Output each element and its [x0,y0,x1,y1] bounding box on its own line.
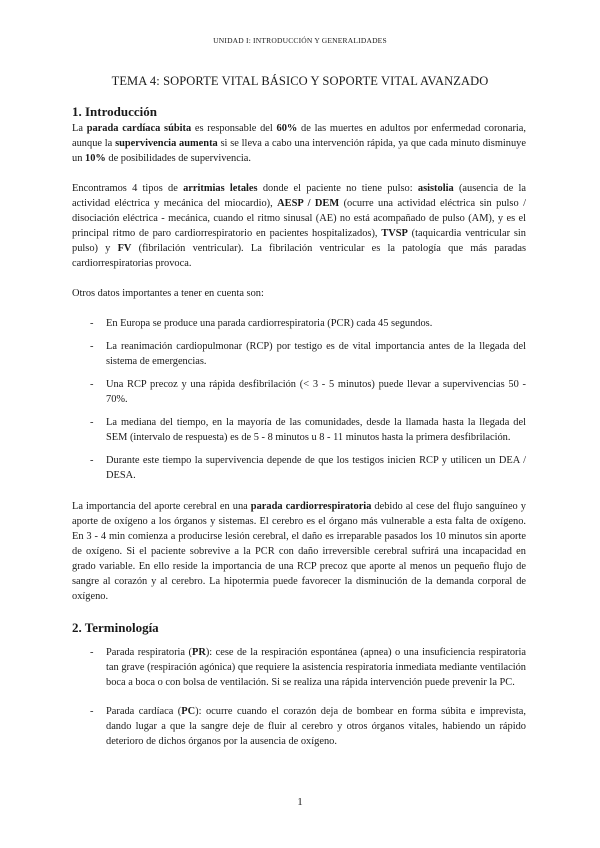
bold-term: parada cardíaca súbita [86,123,192,134]
bold-term: parada cardiorrespiratoria [250,501,372,512]
bold-term: FV [117,243,132,254]
bold-term: asistolia [417,183,454,194]
text-run: de posibilidades de supervivencia. [105,153,251,164]
text-run: Parada cardíaca ( [106,706,182,717]
list-item: - Una RCP precoz y una rápida desfibrilación (< 3 - 5 minutos) puede llevar a supervivencias 50 - 70%. [72,377,526,407]
bold-term: 10% [85,153,106,164]
intro-paragraph-3: Otros datos importantes a tener en cuenta son: [72,288,264,299]
text-run: ): cese de la respiración espontánea (apnea) o una insuficiencia respiratoria tan grave (respiración agónica) que requiere la asistencia respiratoria inmediata mediante ventilación boca a boca o con bolsa de ventilación. Si se realiza una rápida intervención puede prevenir la PC. [106,647,526,688]
text-run: Parada respiratoria ( [106,647,192,658]
text-run: de las muertes en adultos por enfermedad coronaria, aunque la [72,123,526,149]
list-item [72,645,526,690]
intro-paragraph-1 [72,121,526,166]
facts-list [72,316,526,483]
intro-paragraph-4 [72,499,526,604]
text-run: donde el paciente no tiene pulso: [257,183,418,194]
bold-term: supervivencia aumenta [115,138,218,149]
list-item [72,704,526,749]
terminology-list [72,645,526,749]
list-item: - La mediana del tiempo, en la mayoría de las comunidades, desde la llamada hasta la llegada del SEM (intervalo de respuesta) es de 5 - 8 minutos u 8 - 11 minutos hasta la primera desfibrilación. [72,415,526,445]
text-run: Encontramos 4 tipos de [72,183,184,194]
text-run: es responsable del [191,123,277,134]
bold-term: PC [181,706,196,717]
page-number: 1 [297,796,303,808]
text-run: (fibrilación ventricular). La fibrilación ventricular es la patología que más paradas cardiorrespiratorias provoca. [72,243,526,269]
list-item: - En Europa se produce una parada cardiorrespiratoria (PCR) cada 45 segundos. [72,316,526,331]
bold-term: PR [191,647,206,658]
page-title: TEMA 4: SOPORTE VITAL BÁSICO Y SOPORTE VITAL AVANZADO [111,74,489,88]
bold-term: arritmias letales [183,183,258,194]
list-item: - Durante este tiempo la supervivencia depende de que los testigos inicien RCP y utilicen un DEA / DESA. [72,453,526,483]
text-run: ): ocurre cuando el corazón deja de bombear en forma súbita e imprevista, dando lugar a que la sangre deje de fluir al cerebro y otros órganos vitales, habiendo un rápido deterioro de dichos órganos por la ausencia de oxígeno. [106,706,526,747]
text-run: (ocurre una actividad eléctrica sin pulso / disociación eléctrica - mecánica, cuando el ritmo sinusal (AE) no está acompañado de pulso (AM), y es el principal ritmo de paro cardiorrespiratorio en pacientes hospitalizados), [72,198,526,239]
section-2-heading: 2. Terminología [72,620,159,635]
text-run: La [72,123,87,134]
document-body [72,103,526,757]
text-run: (ausencia de la actividad eléctrica y mecánica del miocardio), [72,183,526,209]
list-item: - La reanimación cardiopulmonar (RCP) por testigo es de vital importancia antes de la llegada del sistema de emergencias. [72,339,526,369]
intro-paragraph-2 [72,181,526,271]
text-run: debido al cese del flujo sanguíneo y aporte de oxígeno a los órganos y sistemas. El cerebro es el órgano más vulnerable a esta falta de oxígeno. En 3 - 4 min comienza a producirse lesión cerebral, el daño es irreparable pasados los 10 minutos sin aporte de oxígeno. Si el paciente sobrevive a la PCR con daño irreversible cerebral sufrirá una incapacidad en grado variable. En ello reside la importancia de una RCP precoz que aporte al menos un pequeño flujo de sangre al corazón y al cerebro. La hipotermia puede favorecer la disminución de la demanda corporal de oxígeno. [72,501,526,602]
bold-term: AESP / DEM [277,198,340,209]
bold-term: 60% [276,123,298,134]
text-run: (taquicardia ventricular sin pulso) y [72,228,526,254]
bold-term: TVSP [381,228,408,239]
text-run: La importancia del aporte cerebral en una [72,501,251,512]
section-1-heading: 1. Introducción [72,104,157,119]
text-run: si se lleva a cabo una intervención rápida, ya que cada minuto disminuye un [72,138,526,164]
running-header: UNIDAD I: INTRODUCCIÓN Y GENERALIDADES [213,36,387,45]
